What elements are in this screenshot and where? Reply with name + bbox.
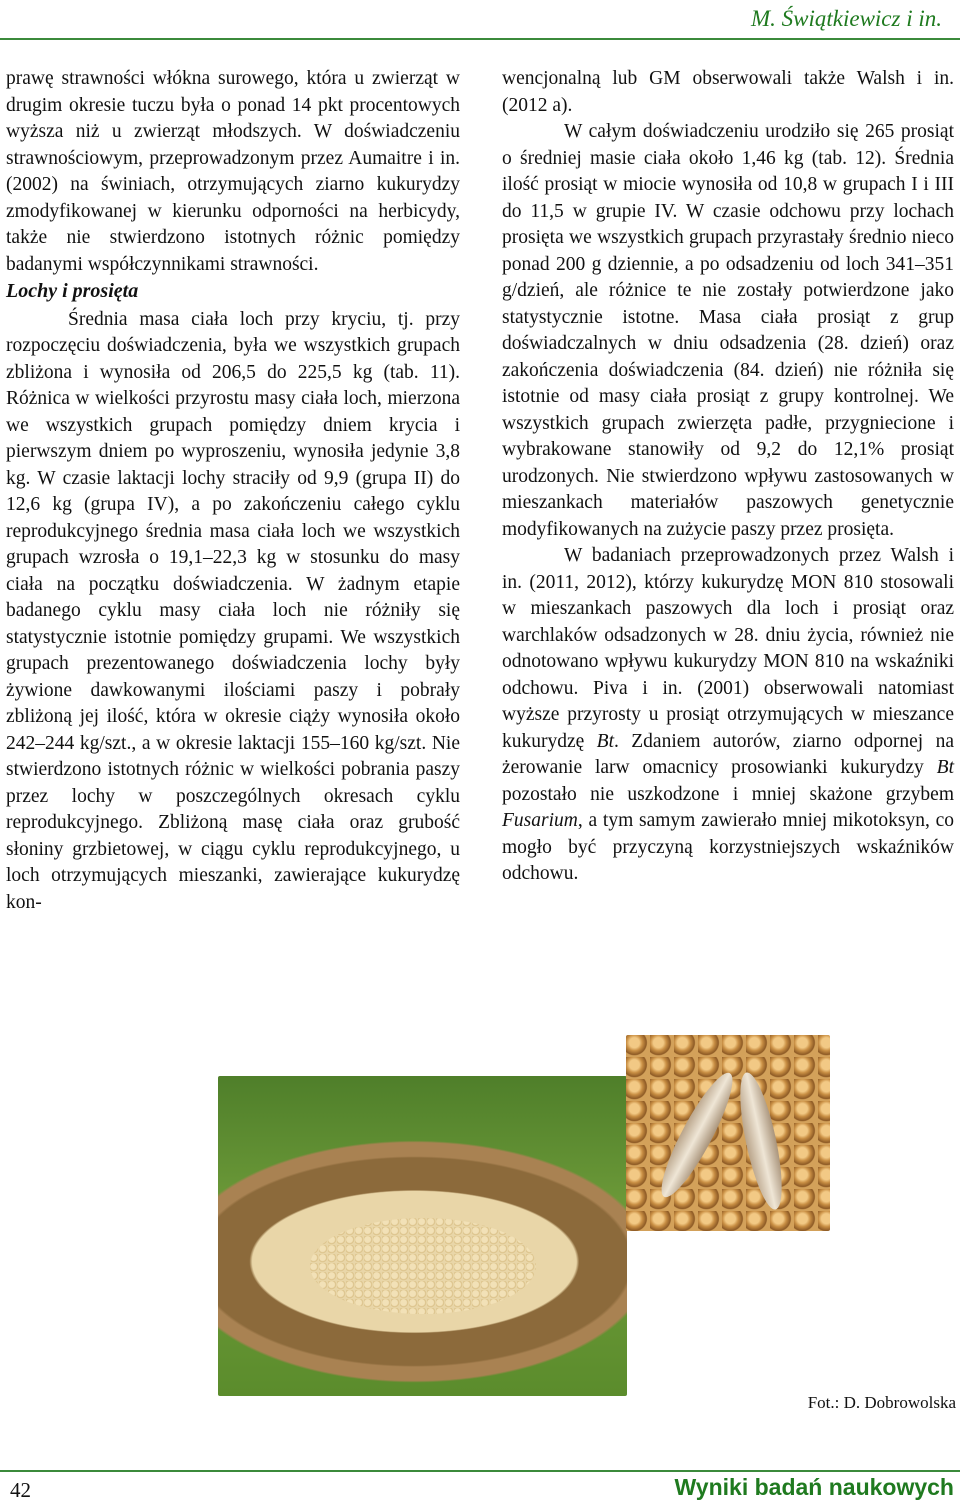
paragraph: wencjonalną lub GM obserwowali także Walsh i in. (2012 a). bbox=[502, 68, 954, 116]
basket-of-soybeans-photo bbox=[218, 1076, 627, 1396]
header-rule bbox=[0, 38, 960, 40]
paragraph: Średnia masa ciała loch przy kryciu, tj. przy rozpoczęciu doświadczenia, była we wszystkich grupach zbliżona i wynosiła od 206,5 do 225,5 kg (tab. 11). Różnica w wielkości przyrostu masy ciała loch, mierzona we wszystkich grupach pomiędzy dniem krycia i pierwszym dniem po wyproszeniu, wynosiła jedynie 3,8 kg. W czasie laktacji lochy straciły od 9,9 (grupa II) do 12,6 kg (grupa IV), a po zakończeniu całego cyklu reprodukcyjnego średnia masa ciała loch we wszystkich grupach wzrosła o 19,1–22,3 kg w stosunku do masy ciała na początku doświadczenia. W żadnym etapie badanego cyklu masy ciała loch nie różniły się statystycznie istotnie pomiędzy grupami. We wszystkich grupach prezentowanego doświadczenia lochy były żywione dawkowanymi ilościami paszy i pobrały zbliżoną jej ilość, która w okresie ciąży wynosiła około 242–244 kg/szt., a w okresie laktacji 155–160 kg/szt. Nie stwierdzono istotnych różnic w wielkości pobrania paszy przez lochy w poszczególnych okresach cyklu reprodukcyjnego. Zbliżoną masę ciała oraz grubość słoniny grzbietowej, w ciągu cyklu reprodukcyjnego, u loch otrzymujących mieszanki, zawierające kukurydzę kon- bbox=[6, 308, 460, 913]
soybeans-closeup-photo bbox=[626, 1035, 830, 1231]
running-header: M. Świątkiewicz i in. bbox=[750, 6, 942, 31]
photo-credit: Fot.: D. Dobrowolska bbox=[807, 1393, 956, 1412]
italic-term: Fusarium bbox=[502, 810, 578, 831]
right-column bbox=[502, 66, 954, 888]
paragraph-text: pozostało nie uszkodzone i mniej skażone grzybem bbox=[502, 783, 954, 805]
footer-rule bbox=[0, 1470, 960, 1472]
paragraph-text: W badaniach przeprowadzonych przez Walsh i in. (2011, 2012), którzy kukurydzę MON 810 stosowali w mieszankach paszowych dla loch i prosiąt oraz warchlaków odsadzonych w 28. dniu życia, również nie odnotowano wpływu kukurydzy MON 810 na wskaźniki odchowu. Piva i in. (2001) obserwowali natomiast wyższe przyrosty u prosiąt otrzymujących w mieszance kukurydzę bbox=[502, 545, 954, 752]
footer-section-title: Wyniki badań naukowych bbox=[674, 1474, 954, 1500]
paragraph-text: . Zdaniem autorów, ziarno odpornej na żerowanie larw omacnicy prosowianki kukurydzy bbox=[502, 730, 954, 778]
paragraph bbox=[502, 543, 954, 888]
page-number: 42 bbox=[10, 1478, 31, 1502]
paragraph: W całym doświadczeniu urodziło się 265 prosiąt o średniej masie ciała około 1,46 kg (tab. 12). Średnia ilość prosiąt w miocie wynosiła od 10,8 w grupach I i III do 11,5 w grupie IV. W czasie odchowu przy lochach prosięta we wszystkich grupach przyrastały średnio nieco ponad 200 g dziennie, a po odsadzeniu od loch 341–351 g/dzień, ale różnice te nie zostały potwierdzone jako statystycznie istotne. Masa ciała prosiąt z grup doświadczalnych w dniu odsadzenia (28. dzień) oraz zakończenia doświadczenia (84. dzień) nie różniła się istotnie od masy ciała prosiąt z grupy kontrolnej. We wszystkich grupach zwierzęta padłe, przygniecione i wybrakowane stanowiły od 9,2 do 12,1% prosiąt urodzonych. Nie stwierdzono wpływu zastosowanych w mieszankach materiałów paszowych genetycznie modyfikowanych na zużycie paszy przez prosięta. bbox=[502, 121, 954, 540]
left-column bbox=[6, 66, 460, 916]
section-heading: Lochy i prosięta bbox=[6, 280, 139, 302]
soybean-pod bbox=[651, 1066, 743, 1204]
paragraph-text: , a tym samym zawierało mniej mikotoksyn, co mogło być przyczyną korzystniejszych wskaźników odchowu. bbox=[502, 810, 954, 884]
paragraph: prawę strawności włókna surowego, która u zwierząt w drugim okresie tuczu była o ponad 14 pkt procentowych wyższa niż u zwierząt młodszych. W doświadczeniu strawnościowym, przeprowadzonym przez Aumaitre i in. (2002) na świniach, otrzymujących ziarno kukurydzy zmodyfikowanej w kierunku odporności na herbicydy, także nie stwierdzono istotnych różnic pomiędzy badanymi współczynnikami strawności. bbox=[6, 68, 460, 275]
italic-term: Bt bbox=[596, 730, 615, 752]
italic-term: Bt bbox=[936, 757, 954, 778]
soybeans-in-basket bbox=[310, 1218, 536, 1314]
soybean-pod bbox=[732, 1069, 790, 1212]
